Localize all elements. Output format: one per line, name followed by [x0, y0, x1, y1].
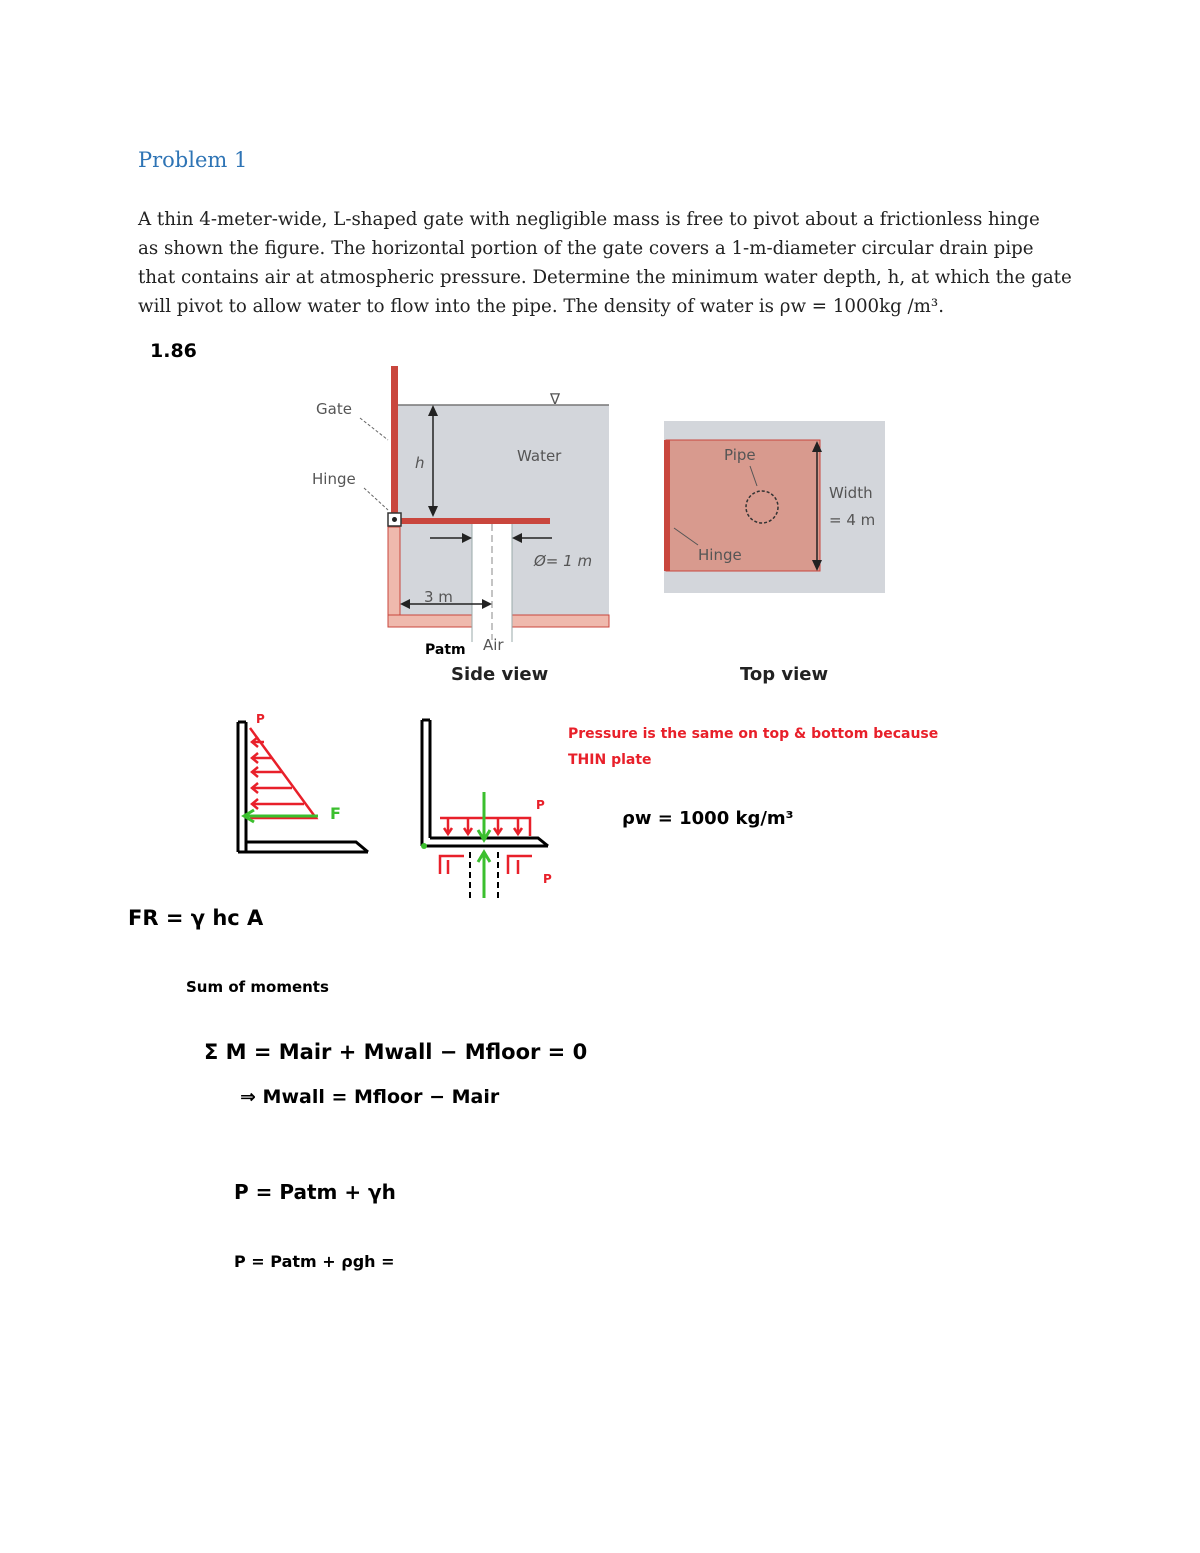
moment-equation-2: ⇒ Mwall = Mfloor − Mair [240, 1086, 500, 1108]
note-line-1: Pressure is the same on top & bottom because [568, 726, 939, 742]
air-label: Air [483, 636, 504, 654]
water-label: Water [517, 447, 562, 465]
pressure-equation-2: P = Patm + ρgh = [234, 1252, 395, 1271]
force-label: F [330, 804, 341, 823]
sum-of-moments-heading: Sum of moments [186, 978, 329, 996]
gate-label: Gate [316, 400, 352, 418]
problem-title: Problem 1 [138, 148, 248, 172]
side-view-caption: Side view [451, 664, 549, 685]
width-label-line2: = 4 m [829, 511, 876, 529]
h-label: h [415, 454, 425, 472]
width-label-line1: Width [829, 484, 873, 502]
hinge-label: Hinge [312, 470, 356, 488]
pressure-label-bottom: P [543, 872, 552, 886]
statement-line: as shown the figure. The horizontal portion of the gate covers a 1-m-diameter circular drain pipe [138, 238, 1034, 259]
diameter-label: Ø= 1 m [534, 552, 593, 570]
pressure-arrows [252, 737, 304, 809]
statement-line: will pivot to allow water to flow into the pipe. The density of water is ρw = 1000kg /m³. [138, 296, 944, 317]
bottom-pressure-right [508, 856, 532, 874]
length-label: 3 m [424, 588, 453, 606]
bottom-pressure-left [440, 856, 464, 874]
density-note: ρw = 1000 kg/m³ [622, 808, 794, 829]
resultant-force-eq: FR = γ hc A [128, 906, 264, 930]
top-view-caption: Top view [740, 664, 829, 685]
pressure-label-floor: P [536, 798, 545, 812]
pressure-equation-1: P = Patm + γh [234, 1180, 396, 1204]
statement-line: A thin 4-meter-wide, L-shaped gate with negligible mass is free to pivot about a frictionless hinge [138, 209, 1040, 230]
patm-label: Patm [425, 642, 466, 658]
moment-equation-1: Σ M = Mair + Mwall − Mfloor = 0 [204, 1040, 588, 1064]
note-line-2: THIN plate [568, 752, 652, 768]
problem-number: 1.86 [150, 340, 197, 362]
surface-symbol: ∇ [550, 390, 561, 408]
top-hinge-label: Hinge [698, 546, 742, 564]
pressure-label-top: P [256, 712, 265, 726]
statement-line: that contains air at atmospheric pressure. Determine the minimum water depth, h, at which the gate [138, 267, 1072, 288]
pipe-label: Pipe [724, 446, 756, 464]
